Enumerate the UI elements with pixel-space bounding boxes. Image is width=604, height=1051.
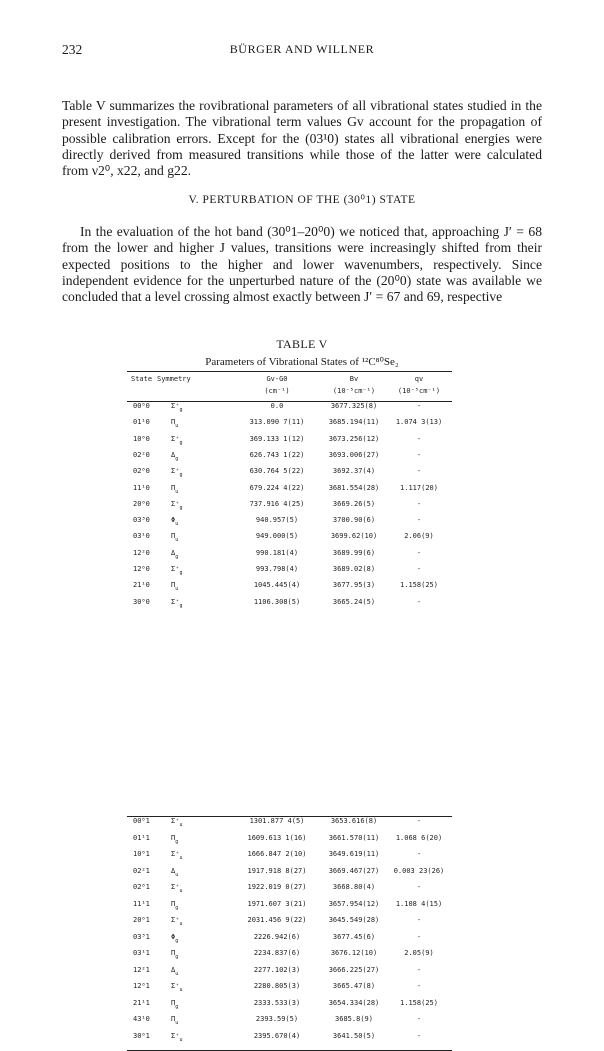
table-row [127,880,452,896]
cell-gv: 1971.607 3(21) [247,899,307,908]
cell-symmetry-parity: u [179,921,183,927]
cell-state: 03¹0 [133,532,150,541]
cell-gv: 2280.805(3) [253,982,301,990]
table-row [127,913,452,929]
cell-symmetry [171,867,178,878]
cell-state: 03³0 [133,516,150,525]
cell-symmetry-parity: g [179,570,183,576]
cell-symmetry-symbol: Δ [171,548,176,557]
cell-bv: 3645.549(28) [328,916,380,924]
cell-symmetry [171,949,178,960]
table-section-rule [127,816,452,817]
table-row [127,963,452,979]
running-title: BÜRGER AND WILLNER [229,42,375,56]
paragraph-perturbation [62,224,542,305]
cell-gv: 2393.59(5) [255,1015,299,1023]
page-number: 232 [62,42,83,57]
table-row [127,497,452,513]
cell-state: 21¹1 [133,998,150,1007]
cell-bv: 3677.325(8) [330,402,378,410]
table-row [127,481,452,497]
cell-symmetry [171,817,182,828]
cell-gv: 1666.847 2(10) [247,850,307,858]
cell-qv: 2.06(9) [404,532,434,541]
cell-qv: - [416,883,422,891]
cell-qv: - [416,597,422,606]
table-row [127,1012,452,1028]
cell-symmetry-symbol: Π [171,949,176,957]
cell-bv: 3681.554(28) [328,483,380,492]
cell-gv: 626.743 1(22) [249,450,305,459]
cell-gv: 940.957(5) [255,516,299,525]
cell-state: 20⁰0 [133,499,150,508]
table-row [127,399,452,415]
cell-qv: - [416,817,422,825]
cell-symmetry-parity: g [175,904,179,911]
cell-symmetry-symbol: Δ [171,965,176,974]
cell-gv: 1609.613 1(16) [247,833,307,842]
cell-bv: 3699.62(10) [330,532,378,541]
cell-symmetry-symbol: Σ⁺ [171,982,180,990]
cell-symmetry-symbol: Π [171,532,176,541]
cell-qv: 0.003 23(26) [393,866,445,875]
cell-state: 21¹0 [133,581,150,590]
cell-bv: 3693.006(27) [328,450,380,459]
cell-symmetry-parity: g [175,553,179,560]
table-row [127,529,452,545]
cell-gv: 993.798(4) [255,565,299,573]
cell-bv: 3676.12(10) [330,949,378,957]
cell-qv: - [416,516,422,525]
cell-symmetry [171,451,178,462]
header-gv-unit: (cm⁻¹) [264,387,290,395]
cell-symmetry-symbol: Σ⁺ [171,597,180,606]
cell-symmetry-parity: g [179,407,183,413]
cell-gv: 2226.942(6) [253,932,301,941]
cell-qv: - [416,467,422,476]
cell-state: 30⁰0 [133,597,150,606]
cell-symmetry-symbol: Σ⁺ [171,883,180,891]
cell-symmetry [171,532,178,543]
cell-symmetry-parity: u [179,888,183,894]
cell-symmetry [171,883,182,894]
cell-symmetry-parity: u [175,1020,179,1026]
cell-qv: 1.074 3(13) [395,418,443,427]
cell-symmetry-symbol: Σ⁺ [171,499,180,508]
cell-symmetry-parity: g [179,472,183,479]
running-head [62,42,542,58]
cell-symmetry-symbol: Σ⁺ [171,1031,180,1040]
cell-symmetry-parity: g [175,1003,179,1010]
cell-symmetry [171,999,178,1010]
cell-symmetry [171,598,182,609]
table-caption: Parameters of Vibrational States of ¹²C⁸⁰Se₂ [205,356,399,368]
cell-symmetry-parity: u [175,521,179,528]
cell-qv: 1.158(25) [400,998,438,1007]
cell-state: 02²0 [133,450,150,459]
cell-bv: 3673.256(12) [328,434,380,443]
cell-state: 10⁰1 [133,850,150,858]
cell-bv: 3677.45(6) [332,932,376,941]
cell-qv: 1.068 6(20) [395,833,443,842]
cell-symmetry-symbol: Σ⁺ [171,467,180,476]
cell-bv: 3657.954(12) [328,899,380,908]
cell-bv: 3677.95(3) [332,581,376,590]
table-row [127,979,452,995]
cell-symmetry-symbol: Δ [171,450,176,459]
cell-symmetry-symbol: Σ⁺ [171,850,180,858]
header-qv: qv [414,375,424,383]
cell-symmetry [171,900,178,911]
cell-symmetry [171,834,178,845]
cell-symmetry-parity: g [179,504,183,511]
cell-bv: 3649.619(11) [328,850,380,858]
cell-symmetry [171,435,182,446]
cell-symmetry-parity: u [179,1036,183,1043]
cell-gv: 0.0 [270,402,284,410]
cell-symmetry-parity: u [175,586,179,593]
cell-state: 02²1 [133,866,150,875]
cell-state: 03¹1 [133,949,150,957]
cell-state: 00⁰1 [133,817,150,825]
cell-qv: - [416,499,422,508]
cell-symmetry [171,850,182,861]
cell-symmetry-parity: g [175,838,179,845]
cell-bv: 3692.37(4) [332,467,376,476]
cell-gv: 2277.102(3) [253,965,301,974]
cell-bv: 3669.467(27) [328,866,380,875]
cell-symmetry [171,1015,178,1026]
cell-state: 12²1 [133,965,150,974]
header-bv: Bv [349,375,359,383]
cell-symmetry-parity: u [175,970,179,977]
table-row [127,864,452,880]
cell-gv: 313.090 7(11) [249,418,305,427]
cell-state: 12⁰0 [133,565,150,573]
cell-state: 20⁰1 [133,916,150,924]
cell-symmetry-parity: g [175,954,179,960]
cell-symmetry [171,467,182,478]
section-heading: V. PERTURBATION OF THE (30⁰1) STATE [188,194,416,206]
cell-gv: 369.133 1(12) [249,434,305,443]
cell-symmetry [171,484,178,495]
cell-bv: 3685.194(11) [328,418,380,427]
cell-gv: 1106.308(5) [253,597,301,606]
cell-symmetry-parity: u [175,423,179,430]
table-row [127,1029,452,1045]
table-row [127,831,452,847]
cell-bv: 3685.8(9) [335,1015,373,1023]
cell-bv: 3653.616(8) [330,817,378,825]
cell-bv: 3689.02(8) [332,565,376,573]
header-symmetry: Symmetry [157,375,191,383]
cell-state: 11¹0 [133,483,150,492]
cell-bv: 3666.225(27) [328,965,380,974]
cell-symmetry-symbol: Π [171,998,176,1007]
cell-symmetry [171,565,182,576]
cell-symmetry-symbol: Φ [171,516,176,525]
cell-qv: - [416,434,422,443]
cell-symmetry [171,500,182,511]
cell-qv: 1.117(20) [400,483,438,492]
cell-gv: 630.764 5(22) [249,467,305,476]
table-row [127,464,452,480]
cell-symmetry-symbol: Φ [171,932,176,941]
cell-qv: - [416,450,422,459]
cell-state: 01¹0 [133,418,150,427]
cell-symmetry-symbol: Δ [171,866,176,875]
cell-state: 12²0 [133,548,150,557]
cell-symmetry [171,516,178,527]
cell-qv: - [416,932,422,941]
cell-symmetry-symbol: Σ⁺ [171,817,180,825]
cell-state: 02⁰1 [133,883,150,891]
cell-symmetry-symbol: Σ⁺ [171,434,180,443]
header-state: State [131,375,153,383]
cell-gv: 1922.019 0(27) [247,883,307,891]
table-row [127,448,452,464]
table-row [127,546,452,562]
cell-symmetry-symbol: Π [171,581,176,590]
table-row [127,432,452,448]
cell-bv: 3689.99(6) [332,548,376,557]
header-gv: Gv-G0 [266,375,288,383]
cell-symmetry-parity: g [175,455,179,462]
cell-qv: - [416,916,422,924]
cell-symmetry-symbol: Σ⁺ [171,565,180,573]
cell-qv: - [416,965,422,974]
table-row [127,946,452,962]
cell-qv: - [416,850,422,858]
cell-bv: 3668.80(4) [332,883,376,891]
table-row [127,847,452,863]
cell-symmetry [171,581,178,592]
cell-gv: 1045.445(4) [253,581,301,590]
cell-bv: 3654.334(28) [328,998,380,1007]
table-row [127,595,452,611]
table-row [127,578,452,594]
cell-symmetry-symbol: Π [171,899,176,908]
cell-bv: 3661.570(11) [328,833,380,842]
paragraph-perturbation-text: In the evaluation of the hot band (30⁰1–20⁰0) we noticed that, approaching J′ = 68 from the lower and higher J values, transitions were increasingly shifted from their expected positions to the higher and lower wavenumbers, respectively. Since independent evidence for the unperturbed nature of the (20⁰0) state was available we concluded that a level crossing almost exactly between J′ = 67 and 69, respective [62,224,542,305]
table-row [127,562,452,578]
cell-gv: 990.181(4) [255,548,299,557]
cell-gv: 737.916 4(25) [249,499,305,508]
cell-symmetry [171,1032,182,1043]
cell-symmetry [171,549,178,560]
cell-state: 12⁰1 [133,982,150,990]
cell-symmetry-parity: u [179,855,183,861]
table-row [127,415,452,431]
cell-gv: 2395.670(4) [253,1031,301,1040]
cell-state: 43¹0 [133,1015,150,1023]
cell-symmetry-parity: u [179,822,183,828]
cell-qv: - [416,982,422,990]
cell-symmetry-symbol: Π [171,833,176,842]
cell-symmetry-symbol: Π [171,418,176,427]
cell-symmetry [171,418,178,429]
cell-gv: 679.224 4(22) [249,483,305,492]
cell-qv: - [416,402,422,410]
cell-bv: 3665.47(8) [332,982,376,990]
cell-symmetry-parity: u [175,488,179,495]
cell-qv: - [416,548,422,557]
cell-qv: 2.05(9) [404,949,434,957]
cell-state: 00⁰0 [133,402,150,410]
cell-symmetry-symbol: Σ⁺ [171,402,180,410]
cell-symmetry [171,982,182,993]
cell-qv: - [416,1015,422,1023]
cell-symmetry [171,916,182,927]
cell-bv: 3665.24(5) [332,597,376,606]
cell-state: 03³1 [133,932,150,941]
cell-qv: - [416,1031,422,1040]
cell-state: 10⁰0 [133,434,150,443]
cell-symmetry-symbol: Π [171,483,176,492]
table-title: TABLE V [276,337,328,351]
header-bv-unit: (10⁻⁵cm⁻¹) [332,387,376,395]
cell-state: 01¹1 [133,833,150,842]
cell-symmetry-parity: u [175,537,179,544]
cell-gv: 2031.456 9(22) [247,916,307,924]
cell-symmetry-symbol: Π [171,1015,176,1023]
cell-bv: 3641.50(5) [332,1031,376,1040]
cell-bv: 3700.90(6) [332,516,376,525]
cell-symmetry-symbol: Σ⁺ [171,916,180,924]
cell-symmetry-parity: g [179,439,183,446]
table-row [127,996,452,1012]
cell-symmetry-parity: u [179,987,183,993]
cell-qv: - [416,565,422,573]
cell-symmetry-parity: g [179,602,183,609]
cell-symmetry [171,402,182,413]
cell-bv: 3669.26(5) [332,499,376,508]
cell-qv: 1.108 4(15) [395,899,443,908]
cell-symmetry [171,933,178,944]
cell-symmetry [171,966,178,977]
cell-gv: 949.000(5) [255,532,299,541]
header-qv-unit: (10⁻⁵cm⁻¹) [397,387,441,395]
cell-qv: 1.158(25) [400,581,438,590]
table-row [127,513,452,529]
table-row [127,897,452,913]
table-row [127,930,452,946]
cell-state: 02⁰0 [133,467,150,476]
cell-gv: 1301.877 4(5) [249,817,305,825]
cell-gv: 1917.918 8(27) [247,866,307,875]
cell-gv: 2234.837(6) [253,949,301,957]
cell-state: 11¹1 [133,899,150,908]
cell-state: 30⁰1 [133,1031,150,1040]
cell-symmetry-parity: g [175,937,179,944]
paragraph-table-summary: Table V summarizes the rovibrational parameters of all vibrational states studied in the present investigation. The vibrational term values Gv account for the propagation of possible calibration errors. Except for the (03¹0) states all vibrational energies were directly derived from measured transitions while those of the latter were calculated from ν2⁰, x22, and g22. [62,98,542,179]
cell-gv: 2333.533(3) [253,998,301,1007]
cell-symmetry-parity: u [175,871,179,878]
